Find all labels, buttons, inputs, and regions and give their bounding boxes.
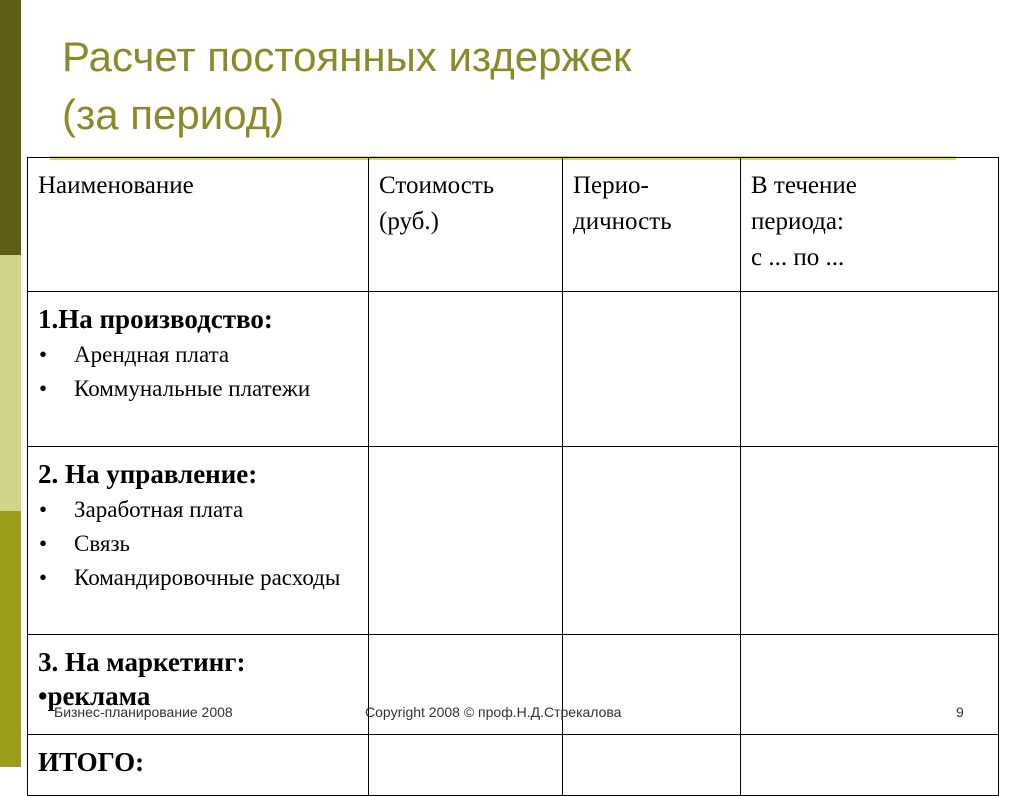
cell-empty [741, 292, 999, 447]
slide-title-line2: (за период) [62, 91, 285, 138]
total-label: ИТОГО: [38, 747, 145, 777]
footer-left: Бизнес-планирование 2008 [54, 704, 233, 720]
cell-empty [563, 735, 741, 796]
list-management [38, 493, 358, 595]
side-band-mid [0, 511, 21, 767]
table-row-management [28, 447, 999, 635]
list-production [38, 338, 358, 406]
header-during-line1: В течение [751, 172, 857, 199]
list-item: • Связь [74, 527, 358, 561]
table-header-row [28, 158, 999, 292]
header-during-line3: с ... по ... [751, 244, 845, 271]
cell-empty [741, 447, 999, 635]
cell-empty [369, 447, 563, 635]
header-period-line2: дичность [573, 208, 672, 235]
header-periodicity [563, 158, 741, 292]
table-row-total [28, 735, 999, 796]
header-during-line2: периода: [751, 208, 844, 235]
slide-title [62, 28, 962, 144]
list-item: • Заработная плата [74, 493, 358, 527]
fixed-costs-table [27, 157, 999, 796]
list-item: • Командировочные расходы [74, 561, 358, 595]
list-item: • Коммунальные платежи [74, 372, 358, 406]
footer-page-number: 9 [956, 704, 964, 720]
footer-copyright: Copyright 2008 © проф.Н.Д.Стрекалова [365, 704, 622, 720]
side-band-dark [0, 0, 21, 255]
header-period-line1: Перио- [573, 172, 649, 199]
cell-empty [741, 735, 999, 796]
section-title-marketing: 3. На маркетинг: [38, 647, 246, 677]
marketing-item-advertising: •реклама [38, 681, 151, 711]
header-cost-line2: (руб.) [379, 208, 439, 235]
header-name [28, 158, 369, 292]
cell-management-name [28, 447, 369, 635]
cell-production-name [28, 292, 369, 447]
header-name-text: Наименование [38, 172, 194, 199]
list-item: • Арендная плата [74, 338, 358, 372]
section-title-management: 2. На управление: [38, 459, 258, 489]
table-row-production [28, 292, 999, 447]
cell-empty [369, 735, 563, 796]
section-title-production: 1.На производство: [38, 304, 273, 334]
cell-empty [563, 292, 741, 447]
header-cost-line1: Стоимость [379, 172, 495, 199]
cell-total-name [28, 735, 369, 796]
header-cost [369, 158, 563, 292]
cell-empty [563, 447, 741, 635]
header-during-period [741, 158, 999, 292]
slide-title-line1: Расчет постоянных издержек [62, 33, 632, 80]
side-band-light [0, 255, 21, 511]
cell-empty [369, 292, 563, 447]
